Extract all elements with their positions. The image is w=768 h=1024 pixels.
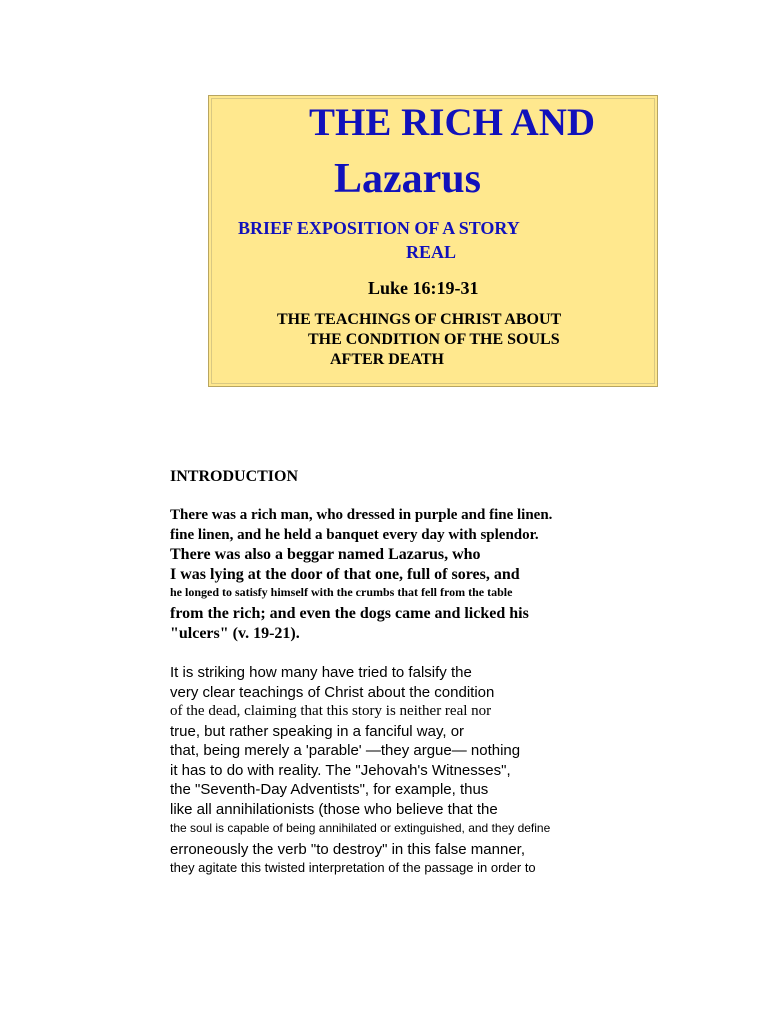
quote-line: "ulcers" (v. 19-21). xyxy=(170,625,300,642)
quote-line: he longed to satisfy himself with the crumbs that fell from the table xyxy=(170,585,513,599)
quote-line: There was a rich man, who dressed in purple and fine linen. xyxy=(170,507,553,523)
body-line: the "Seventh-Day Adventists", for example, thus xyxy=(170,781,489,798)
body-line: erroneously the verb "to destroy" in this false manner, xyxy=(170,841,525,858)
title-line-1: THE RICH AND xyxy=(309,101,596,144)
body-line: very clear teachings of Christ about the condition xyxy=(170,684,495,701)
introduction-heading: INTRODUCTION xyxy=(170,468,299,485)
body-line: It is striking how many have tried to falsify the xyxy=(170,664,472,681)
quote-line: I was lying at the door of that one, full of sores, and xyxy=(170,566,520,583)
title-line-2: Lazarus xyxy=(334,156,481,202)
teaching-line-1: THE TEACHINGS OF CHRIST ABOUT xyxy=(277,311,562,328)
teaching-line-2: THE CONDITION OF THE SOULS xyxy=(308,331,560,348)
body-line: it has to do with reality. The "Jehovah's Witnesses", xyxy=(170,762,511,779)
subtitle-line-2: REAL xyxy=(406,242,457,262)
body-line: of the dead, claiming that this story is neither real nor xyxy=(170,703,492,719)
quote-line: fine linen, and he held a banquet every day with splendor. xyxy=(170,527,539,543)
body-line: like all annihilationists (those who believe that the xyxy=(170,801,498,818)
body-line: they agitate this twisted interpretation of the passage in order to xyxy=(170,860,536,875)
body-line: true, but rather speaking in a fanciful way, or xyxy=(170,723,465,740)
body-line: the soul is capable of being annihilated or extinguished, and they define xyxy=(170,821,551,835)
quote-line: from the rich; and even the dogs came and licked his xyxy=(170,605,529,622)
quote-line: There was also a beggar named Lazarus, who xyxy=(170,546,481,563)
scripture-reference: Luke 16:19-31 xyxy=(368,278,479,298)
body-line: that, being merely a 'parable' —they argue— nothing xyxy=(170,742,521,759)
subtitle-line-1: BRIEF EXPOSITION OF A STORY xyxy=(238,218,520,238)
teaching-line-3: AFTER DEATH xyxy=(330,351,444,368)
